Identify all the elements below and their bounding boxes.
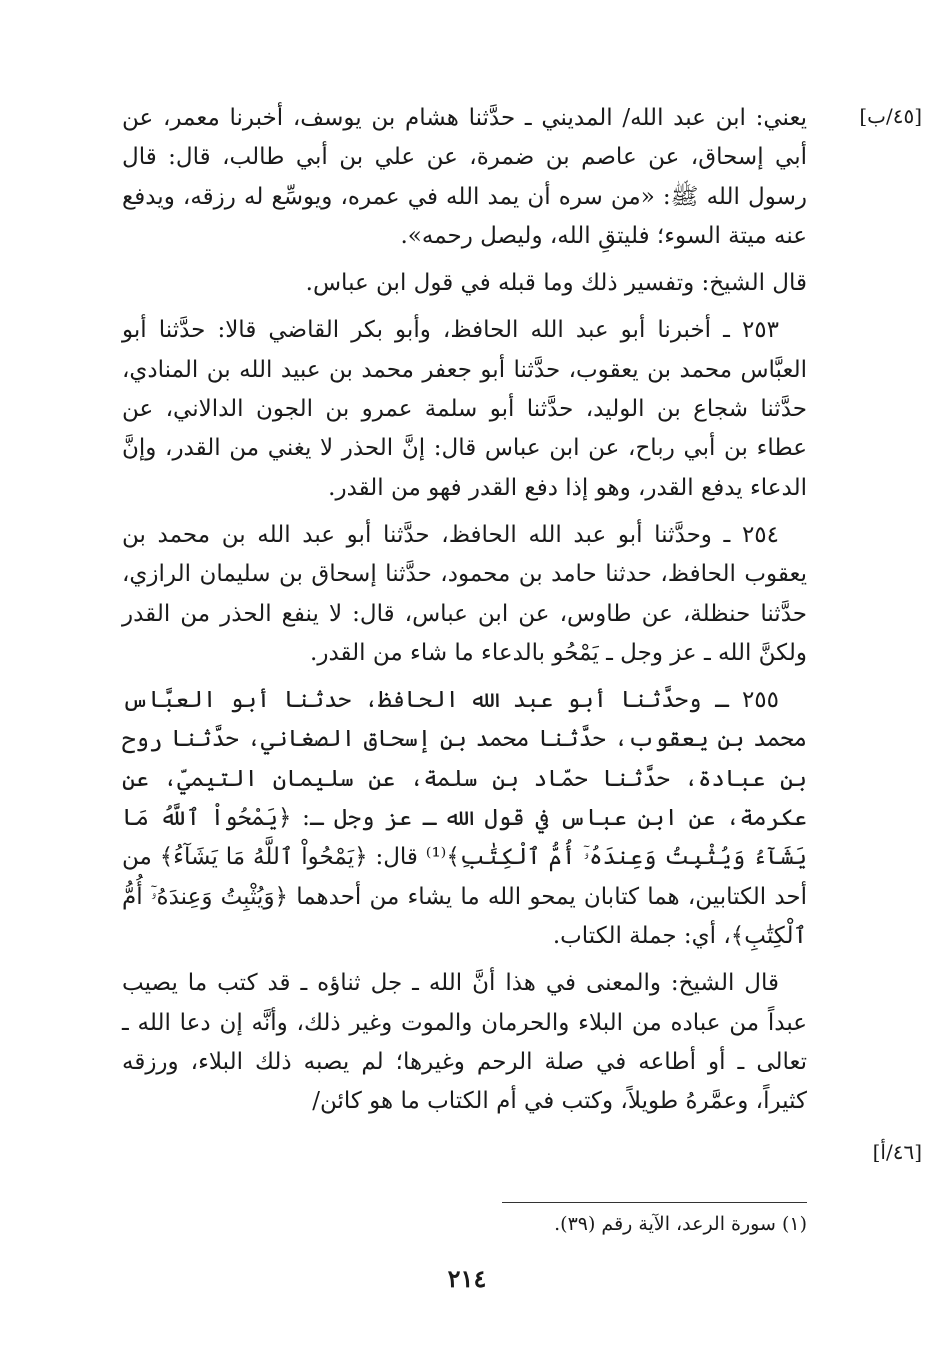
main-text <box>122 99 807 1121</box>
paragraph-hadith-253: ٢٥٣ ـ أخبرنا أبو عبد الله الحافظ، وأبو بكر القاضي قالا: حدَّثنا أبو العبَّاس محمد بن يعقوب، حدَّثنا أبو جعفر محمد بن عبيد الله بن المنادي، حدَّثنا شجاع بن الوليد، حدَّثنا أبو سلمة عمرو بن الجون الدالاني، عن عطاء بن أبي رباح، عن ابن عباس قال: إنَّ الحذر لا يغني من القدر، وإنَّ الدعاء يدفع القدر، وهو إذا دفع القدر فهو من القدر. <box>122 317 807 501</box>
paragraph-hadith-254: ٢٥٤ ـ وحدَّثنا أبو عبد الله الحافظ، حدَّثنا أبو عبد الله بن محمد بن يعقوب الحافظ، حدثنا حامد بن محمود، حدَّثنا إسحاق بن سليمان الرازي، حدَّثنا حنظلة، عن طاوس، عن ابن عباس، قال: لا ينفع الحذر من القدر ولكنَّ الله ـ عز وجل ـ يَمْحُو بالدعاء ما شاء من القدر. <box>122 521 807 666</box>
footnote: (١) سورة الرعد، الآية رقم (٣٩). <box>554 1213 807 1235</box>
margin-note-folio-bottom: [٤٦/أ] <box>872 1140 922 1164</box>
margin-note-folio-top: [٤٥/ب] <box>859 104 922 128</box>
paragraph-sheikh-note-2: قال الشيخ: والمعنى في هذا أنَّ الله ـ جل ثناؤه ـ قد كتب ما يصيب عبداً من عباده من البلاء والحرمان والموت وغير ذلك، وأنَّه إن دعا الله ـ تعالى ـ أو أطاعه في صلة الرحم وغيرها؛ لم يصبه ذلك البلاء، ورزقه كثيراً، وعمَّرهُ طويلاً، وكتب في أم الكتاب ما هو كائن/ <box>122 970 807 1115</box>
footnote-divider <box>502 1202 807 1203</box>
page-number: ٢١٤ <box>447 1264 487 1293</box>
paragraph-sheikh-note-1: قال الشيخ: وتفسير ذلك وما قبله في قول ابن عباس. <box>305 270 807 297</box>
paragraph-hadith-255: ٢٥٥ ـ وحدَّثنا أبو عبد الله الحافظ، حدثنا أبو العبَّاس محمد بن يعقوب، حدَّثنا محمد بن إسحاق الصغاني، حدَّثنا روح بن عبادة، حدَّثنا حمّاد بن سلمة، عن سليمان التيميّ، عن عكرمة، عن ابن عباس في قول الله ـ عز وجل ـ: ﴿يَمْحُواْ ٱللَّهُ مَا يَشَآءُ وَيُثْبِتُ وَعِندَهُۥٓ أُمُّ ٱلْكِتَٰبِ﴾⁽¹⁾ قال: ﴿يَمْحُواْ ٱللَّهُ مَا يَشَآءُ﴾ من أحد الكتابين، هما كتابان يمحو الله ما يشاء من أحدهما ﴿وَيُثْبِتُ وَعِندَهُۥٓ أُمُّ ٱلْكِتَٰبِ﴾، أي: جملة الكتاب. <box>122 687 807 949</box>
paragraph-hadith-intro: يعني: ابن عبد الله/ المديني ـ حدَّثنا هشام بن يوسف، أخبرنا معمر، عن أبي إسحاق، عن عاصم بن ضمرة، عن علي بن أبي طالب، قال: قال رسول الله ﷺ: «من سره أن يمد الله في عمره، ويوسِّع له رزقه، ويدفع عنه ميتة السوء؛ فليتقِ الله، وليصل رحمه». <box>122 105 807 249</box>
